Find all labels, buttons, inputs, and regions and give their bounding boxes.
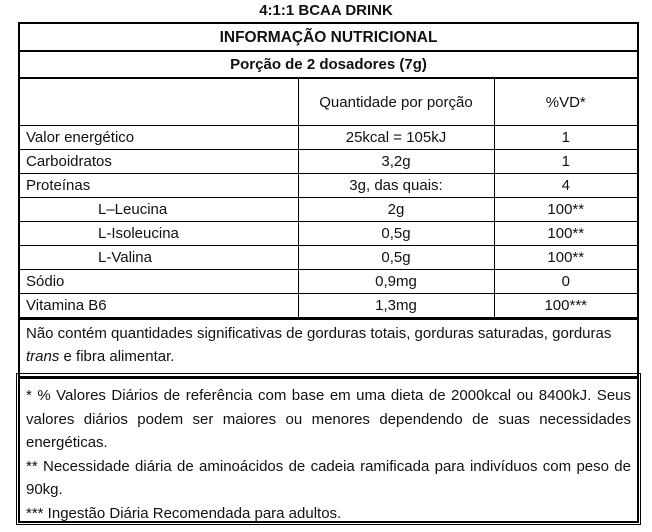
amount-column-header: Quantidade por porção	[298, 78, 494, 126]
table-row	[20, 198, 637, 222]
portion-size: Porção de 2 dosadores (7g)	[20, 51, 637, 78]
nutrient-amount: 0,9mg	[298, 270, 494, 294]
nutrient-amount: 2g	[298, 198, 494, 222]
table-row	[20, 174, 637, 198]
table-heading: INFORMAÇÃO NUTRICIONAL	[20, 24, 637, 51]
nutrition-table-panel	[18, 22, 639, 320]
nutrient-amount: 25kcal = 105kJ	[298, 126, 494, 150]
nutrient-amount: 3,2g	[298, 150, 494, 174]
table-row	[20, 126, 637, 150]
column-header-row	[20, 78, 637, 126]
disclaimer-italic-word: trans	[26, 348, 60, 365]
legend-triple-asterisk: *** Ingestão Diária Recomendada para adultos.	[26, 504, 342, 522]
nutrient-vd: 0	[494, 270, 637, 294]
nutrient-name: L–Leucina	[20, 198, 298, 222]
nutrient-amount: 3g, das quais:	[298, 174, 494, 198]
nutrition-table	[20, 24, 637, 318]
nutrient-vd: 1	[494, 126, 637, 150]
nutrient-vd: 100**	[494, 222, 637, 246]
nutrient-vd: 100**	[494, 198, 637, 222]
table-row	[20, 150, 637, 174]
nutrient-amount: 0,5g	[298, 222, 494, 246]
disclaimer-box	[18, 318, 639, 378]
table-row	[20, 294, 637, 318]
nutrient-name: Valor energético	[20, 126, 298, 150]
vd-column-header: %VD*	[494, 78, 637, 126]
table-row	[20, 270, 637, 294]
legend-double-asterisk: ** Necessidade diária de aminoácidos de cadeia ramificada para indivíduos com peso de 90kg.	[26, 457, 631, 498]
nutrient-name: Carboidratos	[20, 150, 298, 174]
disclaimer-text: Não contém quantidades significativas de gorduras totais, gorduras saturadas, gorduras	[26, 325, 612, 342]
nutrient-vd: 100***	[494, 294, 637, 318]
legend-single-asterisk: * % Valores Diários de referência com base em uma dieta de 2000kcal ou 8400kJ. Seus valores diários podem ser maiores ou menores dependendo de suas necessidades energéticas.	[26, 387, 631, 451]
nutrient-vd: 1	[494, 150, 637, 174]
nutrient-column-header	[20, 78, 298, 126]
product-title: 4:1:1 BCAA DRINK	[259, 2, 393, 19]
nutrient-name: Sódio	[20, 270, 298, 294]
nutrient-name: L-Valina	[20, 246, 298, 270]
nutrient-amount: 1,3mg	[298, 294, 494, 318]
nutrient-name: Vitamina B6	[20, 294, 298, 318]
nutrient-vd: 100**	[494, 246, 637, 270]
nutrient-vd: 4	[494, 174, 637, 198]
legend-box	[18, 377, 639, 523]
nutrient-name: Proteínas	[20, 174, 298, 198]
disclaimer-text-end: e fibra alimentar.	[59, 348, 175, 365]
table-row	[20, 246, 637, 270]
nutrient-name: L-Isoleucina	[20, 222, 298, 246]
table-row	[20, 222, 637, 246]
nutrient-amount: 0,5g	[298, 246, 494, 270]
